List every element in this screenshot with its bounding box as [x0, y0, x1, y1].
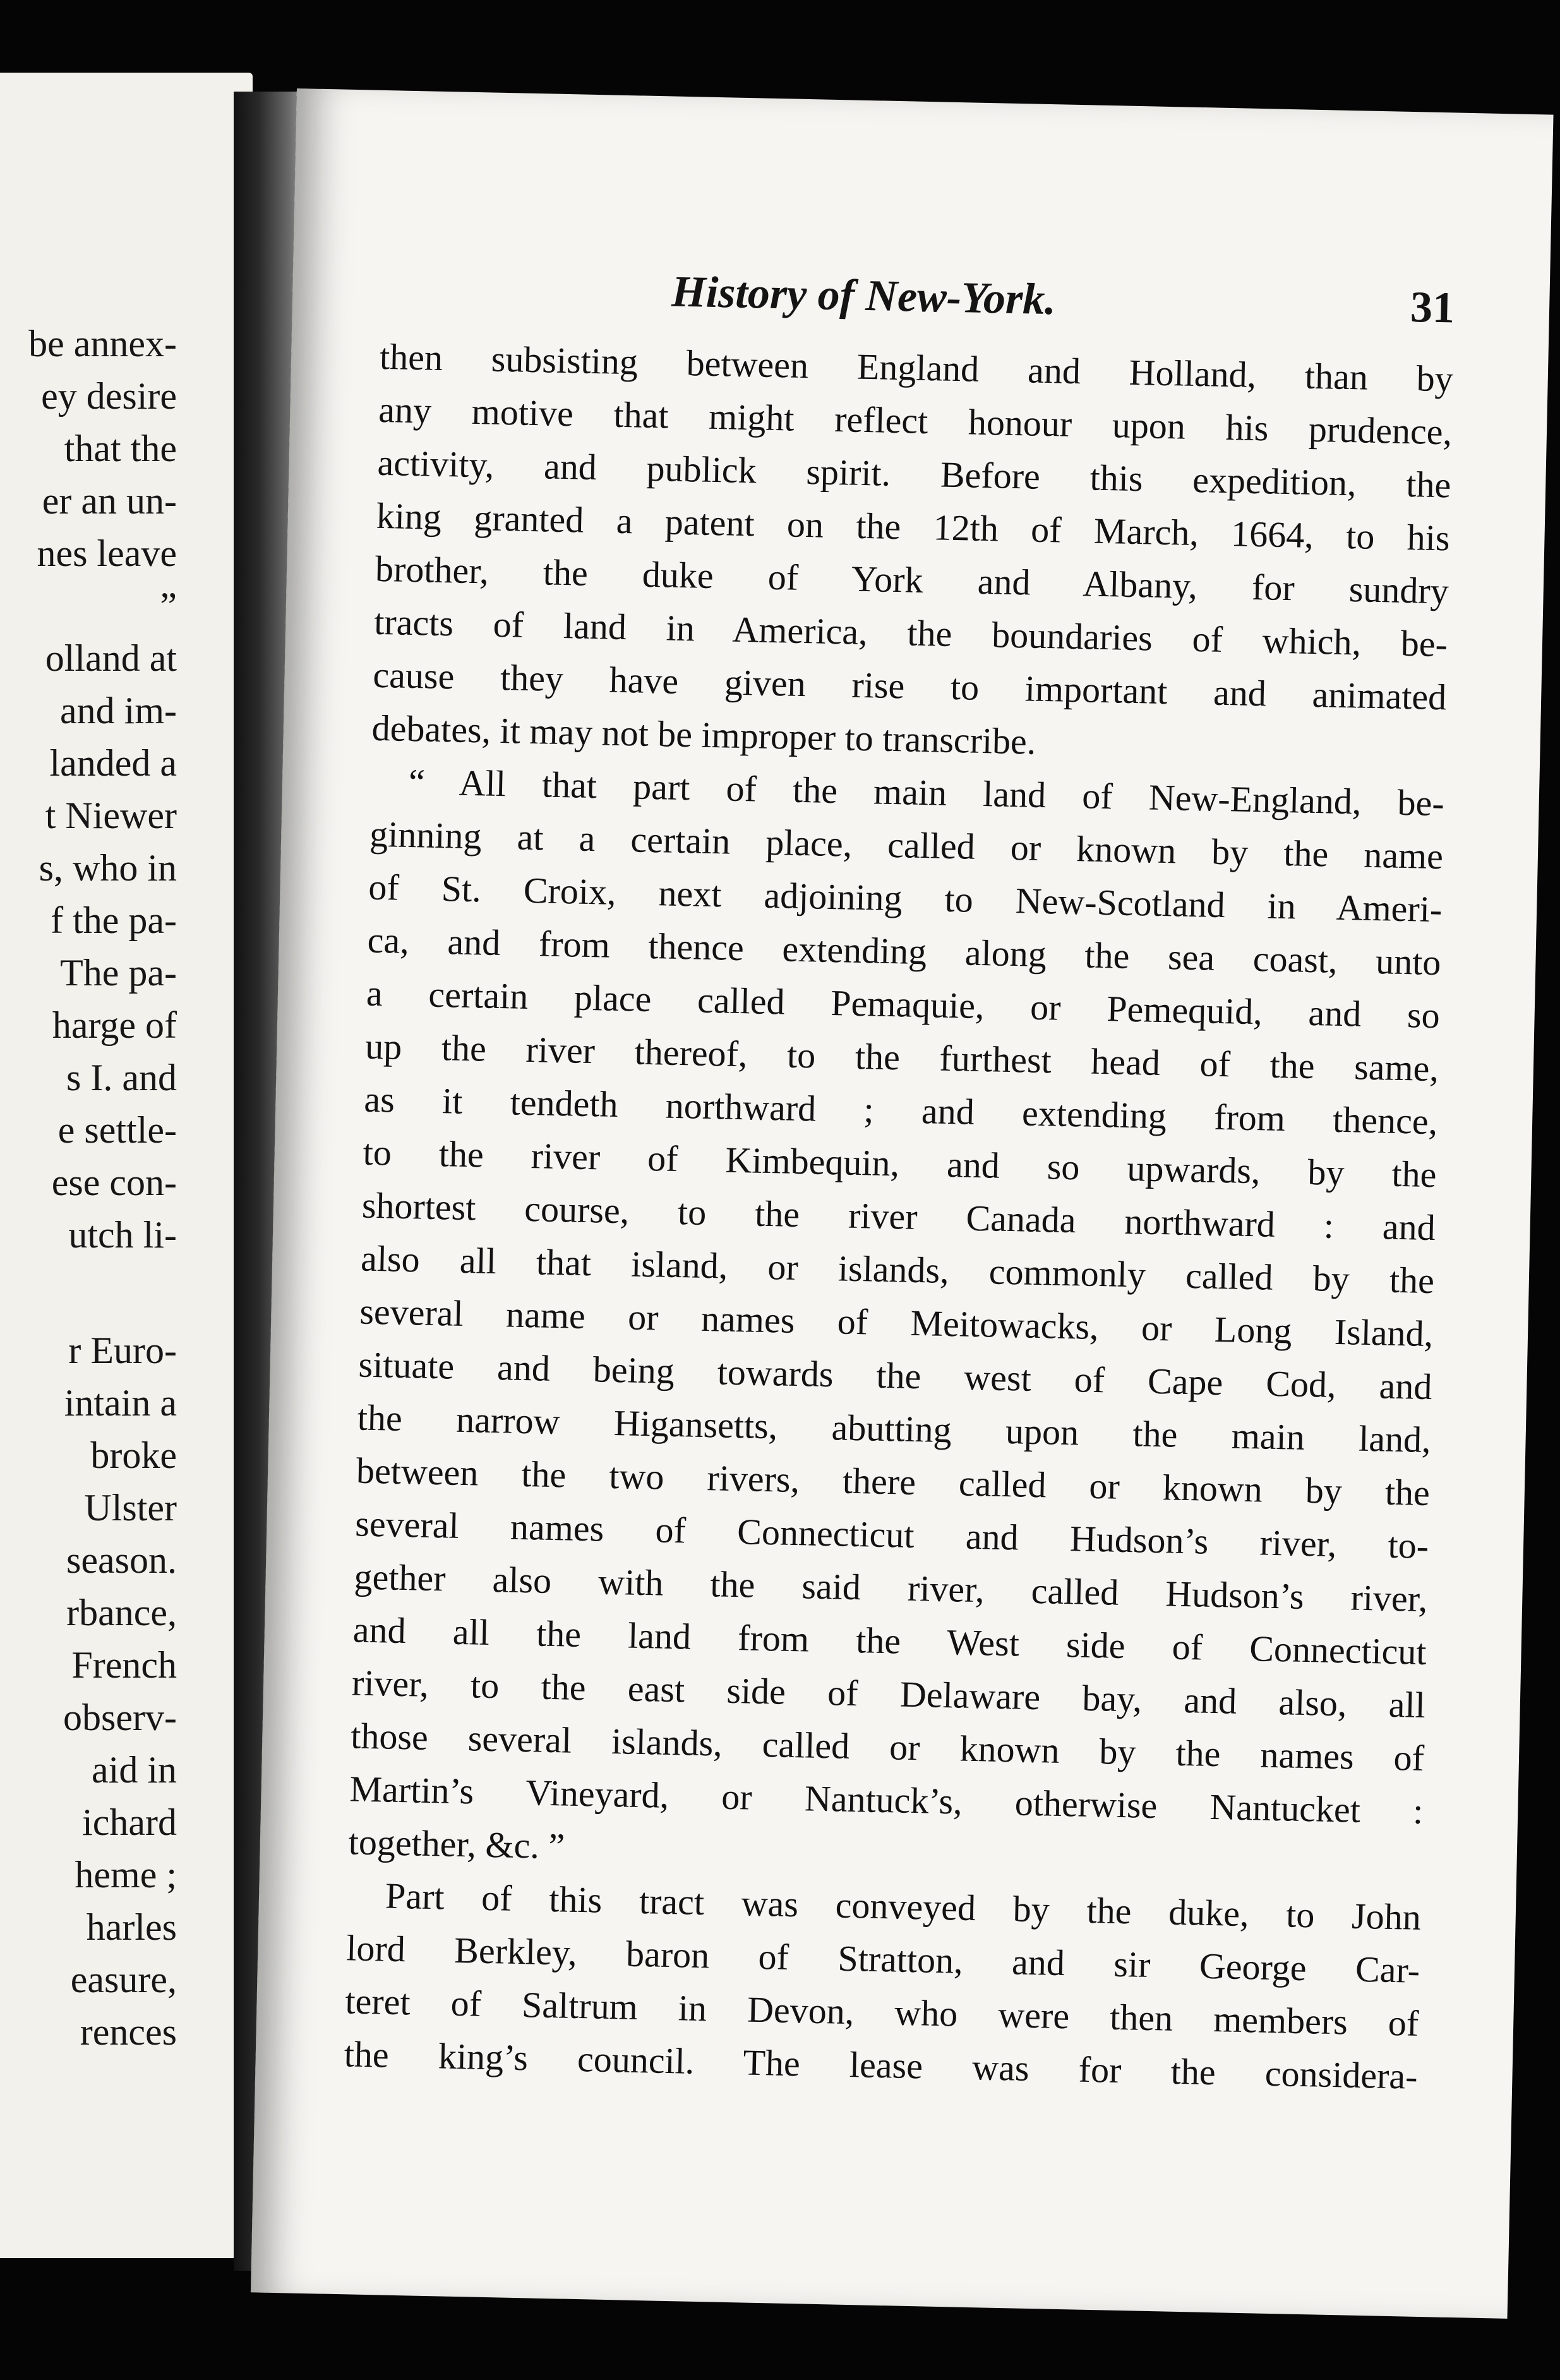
- left-line: aid in: [92, 1749, 177, 1791]
- text-line: also all that island, or islands, commonly called by the: [360, 1237, 1435, 1302]
- left-line: s, who in: [39, 847, 177, 889]
- left-line: French: [71, 1644, 177, 1686]
- left-line: ey desire: [41, 375, 177, 417]
- text-line: to the river of Kimbequin, and so upwards, by the: [363, 1131, 1437, 1196]
- text-line: up the river thereof, to the furthest head of the same,: [364, 1025, 1439, 1090]
- left-line: rences: [80, 2011, 177, 2053]
- left-line: easure,: [70, 1959, 177, 2000]
- left-line: t Niewer: [45, 795, 177, 836]
- left-line: The pa-: [60, 952, 177, 994]
- left-line: olland at: [45, 637, 177, 679]
- left-line: ”: [160, 585, 177, 627]
- left-line: and im-: [60, 690, 177, 731]
- left-line: harles: [86, 1906, 177, 1948]
- text-line: then subsisting between England and Holland, than by: [379, 335, 1454, 400]
- text-line: several names of Connecticut and Hudson’s river, to-: [354, 1503, 1429, 1567]
- left-line: er an un-: [42, 480, 177, 522]
- left-line: s I. and: [66, 1057, 177, 1098]
- text-line: teret of Saltrum in Devon, who were then members of: [344, 1980, 1419, 2044]
- text-line: gether also with the said river, called Hudson’s river,: [354, 1556, 1428, 1620]
- text-line: king granted a patent on the 12th of March, 1664, to his: [376, 495, 1451, 559]
- text-line: of St. Croix, next adjoining to New-Scotland in Ameri-: [368, 866, 1443, 930]
- text-line: activity, and publick spirit. Before this expedition, the: [376, 442, 1451, 506]
- body-text: [344, 330, 1454, 2103]
- left-line: rbance,: [66, 1592, 177, 1633]
- text-line: situate and being towards the west of Cape Cod, and: [358, 1343, 1433, 1408]
- left-line: season.: [66, 1539, 177, 1581]
- left-line: that the: [64, 428, 177, 469]
- left-line: observ-: [63, 1697, 177, 1738]
- left-line: be annex-: [28, 323, 177, 364]
- text-line: and all the land from the West side of Connecticut: [352, 1609, 1427, 1673]
- text-line: river, to the east side of Delaware bay, and also, all: [351, 1662, 1426, 1726]
- page-header: [671, 267, 1455, 347]
- left-line: broke: [90, 1434, 177, 1476]
- left-line: ese con-: [51, 1162, 177, 1203]
- text-line: the king’s council. The lease was for the considera-: [344, 2033, 1419, 2097]
- text-line: Martin’s Vineyard, or Nantuck’s, otherwise Nantucket :: [349, 1768, 1424, 1832]
- left-line: r Euro-: [68, 1330, 177, 1371]
- running-title: History of New-York.: [671, 267, 1057, 325]
- text-line: those several islands, called or known by the names of: [350, 1715, 1425, 1779]
- text-line: ca, and from thence extending along the sea coast, unto: [367, 919, 1442, 983]
- text-line: “ All that part of the main land of New-England, be-: [408, 760, 1445, 824]
- text-line: together, &c. ”: [348, 1821, 565, 1867]
- text-line: between the two rivers, there called or known by the: [356, 1450, 1431, 1514]
- text-line: lord Berkley, baron of Stratton, and sir George Car-: [345, 1927, 1420, 1991]
- right-page: [251, 88, 1554, 2319]
- text-line: tracts of land in America, the boundaries of which, be-: [373, 601, 1448, 665]
- text-line: as it tendeth northward ; and extending from thence,: [363, 1078, 1438, 1143]
- left-line: landed a: [49, 742, 177, 784]
- text-line: any motive that might reflect honour upon his prudence,: [378, 388, 1453, 453]
- text-line: ginning at a certain place, called or known by the name: [369, 813, 1444, 877]
- left-facing-page: [0, 73, 253, 2258]
- left-line: harge of: [52, 1004, 177, 1046]
- left-line: Ulster: [84, 1487, 177, 1529]
- text-line: the narrow Higansetts, abutting upon the main land,: [357, 1397, 1432, 1461]
- left-line: nes leave: [37, 532, 177, 574]
- text-line: several name or names of Meitowacks, or Long Island,: [359, 1290, 1434, 1355]
- left-line: ichard: [82, 1801, 177, 1843]
- text-line: shortest course, to the river Canada northward : and: [361, 1184, 1436, 1249]
- text-line: Part of this tract was conveyed by the duke, to John: [385, 1875, 1422, 1938]
- left-line: intain a: [64, 1382, 177, 1424]
- text-line: brother, the duke of York and Albany, for sundry: [375, 548, 1449, 612]
- left-line: heme ;: [75, 1854, 177, 1896]
- text-line: debates, it may not be improper to transcribe.: [371, 707, 1037, 762]
- left-line: f the pa-: [51, 899, 177, 941]
- page-number: 31: [1410, 283, 1455, 333]
- left-line: utch li-: [68, 1214, 177, 1256]
- text-line: a certain place called Pemaquie, or Pemequid, and so: [366, 972, 1441, 1037]
- text-line: cause they have given rise to important and animated: [372, 654, 1447, 718]
- left-line: e settle-: [57, 1109, 177, 1151]
